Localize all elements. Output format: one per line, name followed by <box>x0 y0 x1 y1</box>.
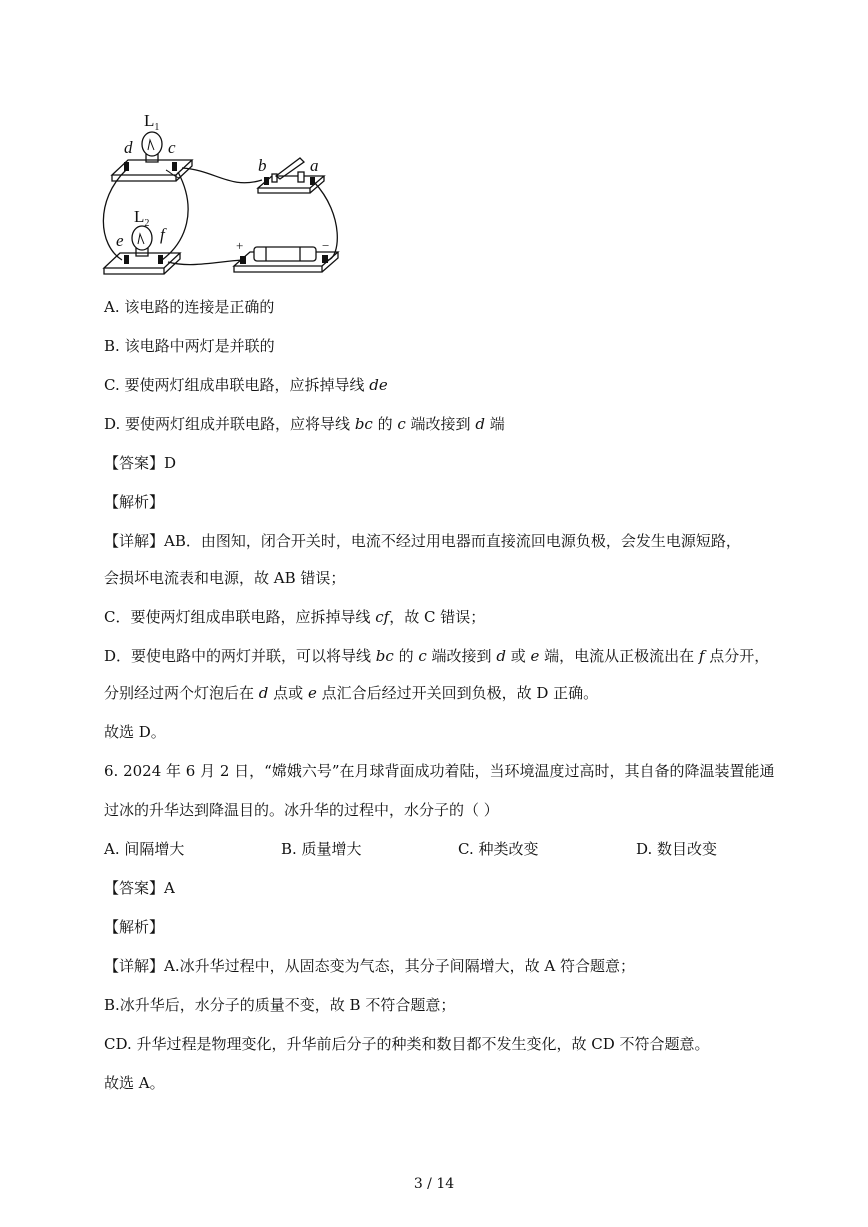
q6-conclusion: 故选 A。 <box>104 1074 165 1092</box>
label-c: c <box>168 138 176 157</box>
q6-detail-2: B.冰升华后，水分子的质量不变，故 B 不符合题意； <box>104 996 456 1014</box>
circuit-diagram <box>0 0 868 290</box>
label-e: e <box>116 231 124 250</box>
q6-detail-1: 【详解】A.冰升华过程中，从固态变为气态，其分子间隔增大，故 A 符合题意； <box>104 957 635 975</box>
q5-detail-c: C．要使两灯组成串联电路，应拆掉导线 cf，故 C 错误； <box>104 608 486 626</box>
q6-options <box>104 839 784 859</box>
wire-c-f <box>162 172 188 260</box>
q5-detail-d-1: D．要使电路中的两灯并联，可以将导线 bc 的 c 端改接到 d 或 e 端，电流从正极流出在 f 点分开， <box>104 647 770 665</box>
q6-analysis-heading: 【解析】 <box>104 918 165 936</box>
wire-c-b <box>182 168 262 183</box>
q5-option-c: C. 要使两灯组成串联电路，应拆掉导线 de <box>104 376 388 394</box>
q6-option-b: B. 质量增大 <box>281 840 362 858</box>
q5-option-a: A. 该电路的连接是正确的 <box>104 298 275 316</box>
label-d: d <box>124 138 133 157</box>
q5-detail-ab-2: 会损坏电流表和电源，故 AB 错误； <box>104 569 346 587</box>
label-minus: − <box>322 238 330 253</box>
q6-option-a: A. 间隔增大 <box>104 840 185 858</box>
q5-detail-ab-1: 【详解】AB．由图知，闭合开关时，电流不经过用电器而直接流回电源负极，会发生电源短路， <box>104 532 741 550</box>
q5-analysis-heading: 【解析】 <box>104 493 165 511</box>
q6-answer: 【答案】A <box>104 879 175 897</box>
label-l2: $L_2$ <box>134 207 150 229</box>
q5-detail-d-2: 分别经过两个灯泡后在 d 点或 e 点汇合后经过开关回到负极，故 D 正确。 <box>104 684 599 702</box>
q6-stem-1: 6. 2024 年 6 月 2 日，“嫦娥六号”在月球背面成功着陆，当环境温度过高时，其自备的降温装置能通 <box>104 762 775 780</box>
q6-stem-2: 过冰的升华达到降温目的。冰升华的过程中，水分子的（ ） <box>104 801 499 819</box>
q5-conclusion: 故选 D。 <box>104 723 166 741</box>
label-l1: $L_1$ <box>144 111 160 133</box>
label-b: b <box>258 156 267 175</box>
label-f: f <box>160 225 165 244</box>
q5-option-d: D. 要使两灯组成并联电路，应将导线 bc 的 c 端改接到 d 端 <box>104 415 505 433</box>
q6-detail-3: CD. 升华过程是物理变化，升华前后分子的种类和数目都不发生变化，故 CD 不符合题意。 <box>104 1035 710 1053</box>
label-a: a <box>310 156 319 175</box>
q6-option-c: C. 种类改变 <box>458 840 539 858</box>
q6-option-d: D. 数目改变 <box>636 840 718 858</box>
page-number: 3 / 14 <box>413 1176 455 1192</box>
label-plus: + <box>236 238 244 253</box>
q5-answer: 【答案】D <box>104 454 177 472</box>
battery <box>254 247 316 261</box>
q5-option-b: B. 该电路中两灯是并联的 <box>104 337 275 355</box>
